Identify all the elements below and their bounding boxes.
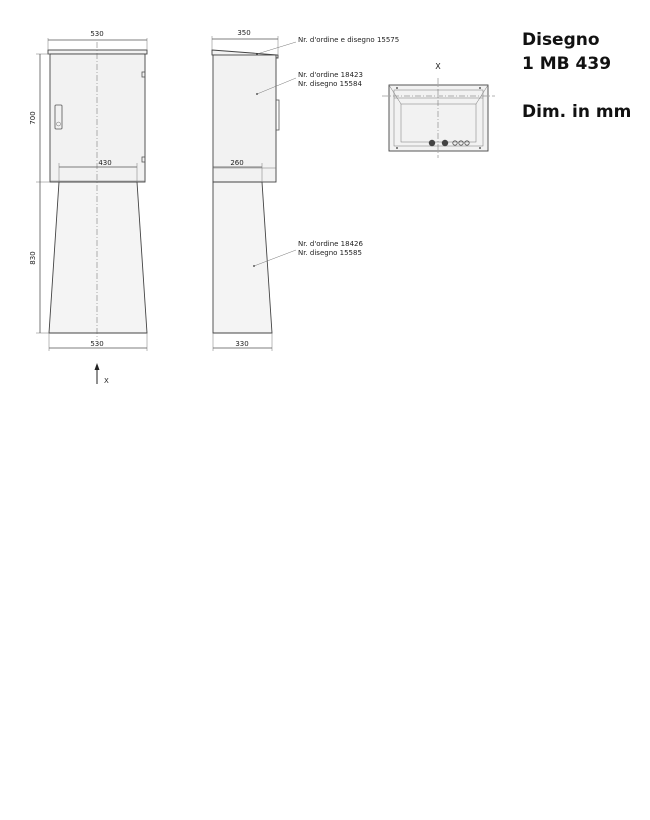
dim-side-depth-top: 350 <box>237 29 251 37</box>
front-roof <box>48 50 147 54</box>
title-block <box>522 30 631 122</box>
dim-front-inner-width: 430 <box>98 159 112 167</box>
note-roof: Nr. d'ordine e disegno 15575 <box>298 36 400 44</box>
dim-front-width-top: 530 <box>90 30 104 38</box>
top-view-x <box>382 62 495 158</box>
title-number: 1 MB 439 <box>522 54 612 74</box>
dim-front-height-base: 830 <box>29 251 37 265</box>
dim-front-height-cabinet: 700 <box>29 111 37 125</box>
side-base <box>213 182 272 333</box>
note-cabinet-drawing: Nr. disegno 15584 <box>298 80 362 88</box>
cable-gland-large-2 <box>442 140 448 146</box>
view-arrow-label: X <box>104 377 109 385</box>
side-hinge <box>276 100 279 130</box>
title-drawing: Disegno <box>522 30 600 50</box>
dim-side-depth-bottom: 330 <box>235 340 249 348</box>
front-base <box>49 182 147 333</box>
front-view <box>29 30 147 385</box>
top-view-outer <box>389 85 488 151</box>
note-base-drawing: Nr. disegno 15585 <box>298 249 362 257</box>
dim-side-depth-inner: 260 <box>230 159 244 167</box>
cable-gland-large-1 <box>429 140 435 146</box>
note-base-order: Nr. d'ordine 18426 <box>298 240 363 248</box>
title-units: Dim. in mm <box>522 102 632 122</box>
view-arrow-head <box>95 363 100 370</box>
dim-front-width-bottom: 530 <box>90 340 104 348</box>
top-view-label: X <box>435 62 441 71</box>
note-cabinet-order: Nr. d'ordine 18423 <box>298 71 363 79</box>
side-cabinet <box>213 55 276 182</box>
side-view <box>212 29 399 351</box>
